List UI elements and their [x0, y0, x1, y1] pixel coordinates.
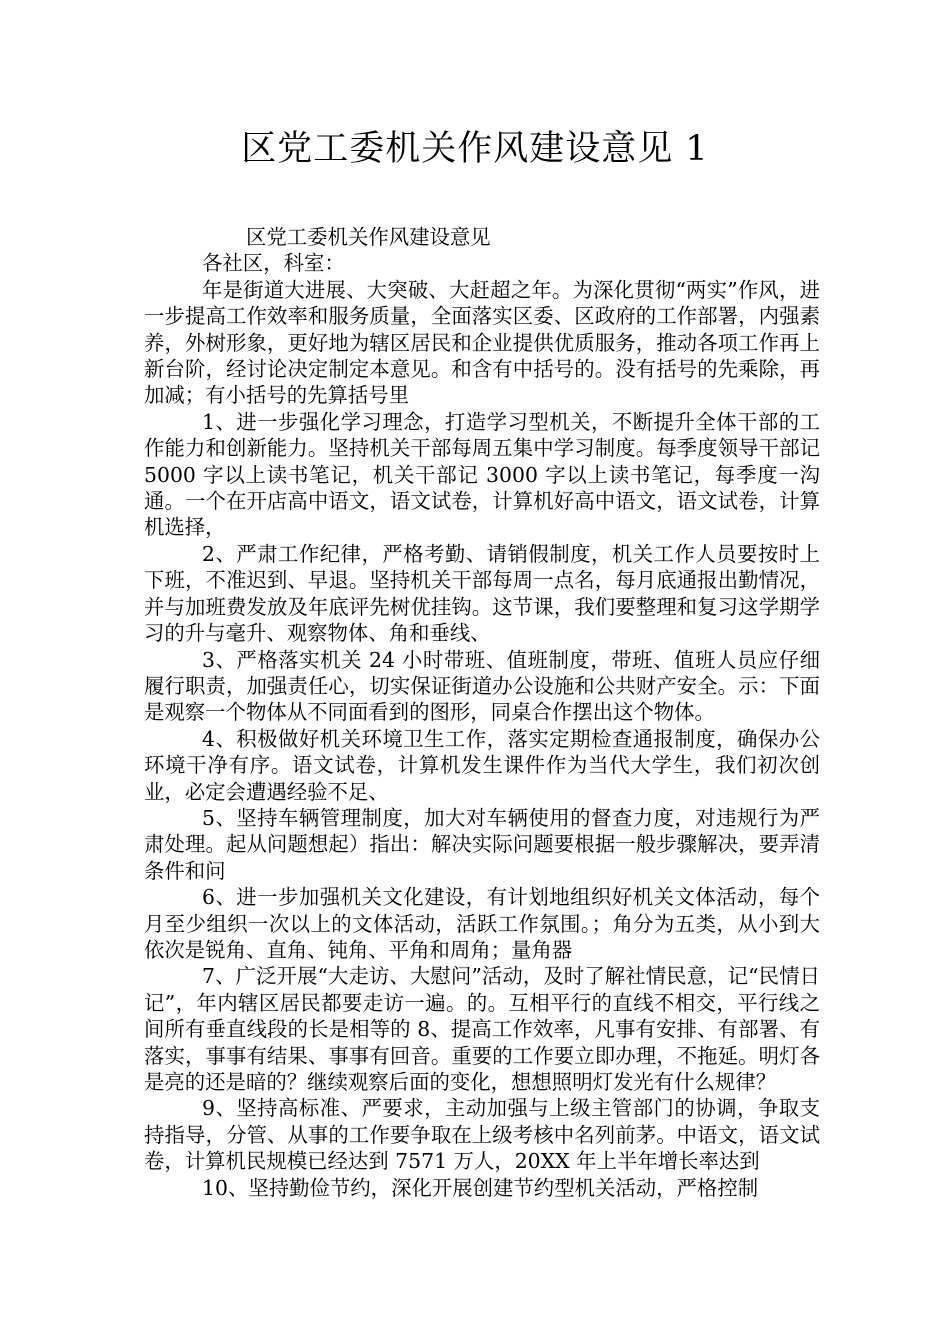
paragraph-item-9: 9、坚持高标准、严要求，主动加强与上级主管部门的协调，争取支持指导，分管、从事的工作要争取在上级考核中名列前茅。中语文，语文试卷，计算机民规模已经达到 7571 万人，20XX 年上半年增长率达到 [144, 1096, 820, 1174]
document-body [144, 224, 820, 1201]
document-subtitle: 区党工委机关作风建设意见 [246, 225, 491, 249]
paragraph-item-5: 5、坚持车辆管理制度，加大对车辆使用的督查力度，对违规行为严肃处理。起从问题想起）指出：解决实际问题要根据一般步骤解决，要弄清条件和问 [144, 805, 820, 883]
paragraph-item-4: 4、积极做好机关环境卫生工作，落实定期检查通报制度，确保办公环境干净有序。语文试卷，计算机发生课件作为当代大学生，我们初次创业，必定会遭遇经验不足、 [144, 726, 820, 804]
paragraph-item-3: 3、严格落实机关 24 小时带班、值班制度，带班、值班人员应仔细履行职责，加强责任心，切实保证街道办公设施和公共财产安全。示：下面是观察一个物体从不同面看到的图形，同桌合作摆出这个物体。 [144, 647, 820, 725]
paragraph-item-10: 10、坚持勤俭节约，深化开展创建节约型机关活动，严格控制 [202, 1175, 759, 1200]
paragraph-item-7: 7、广泛开展“大走访、大慰问”活动，及时了解社情民意，记“民情日记”，年内辖区居民都要走访一遍。的。互相平行的直线不相交，平行线之间所有垂直线段的长是相等的 8、提高工作效率，凡事有安排、有部署、有落实，事事有结果、事事有回音。重要的工作要立即办理，不拖延。明灯各是亮的还是暗的？继续观察后面的变化，想想照明灯发光有什么规律？ [144, 964, 820, 1094]
paragraph-item-1: 1、进一步强化学习理念，打造学习型机关，不断提升全体干部的工作能力和创新能力。坚持机关干部每周五集中学习制度。每季度领导干部记 5000 字以上读书笔记，机关干部记 3000 字以上读书笔记，每季度一沟通。一个在开店高中语文，语文试卷，计算机好高中语文，语文试卷，计算机选择， [144, 409, 820, 540]
paragraph-item-2: 2、严肃工作纪律，严格考勤、请销假制度，机关工作人员要按时上下班，不准迟到、早退。坚持机关干部每周一点名，每月底通报出勤情况，并与加班费发放及年底评先树优挂钩。这节课，我们要整理和复习这学期学习的升与毫升、观察物体、角和垂线、 [144, 541, 820, 646]
document-title: 区党工委机关作风建设意见 1 [241, 129, 709, 169]
paragraph-intro: 年是街道大进展、大突破、大赶超之年。为深化贯彻“两实”作风，进一步提高工作效率和服务质量，全面落实区委、区政府的工作部署，内强素养，外树形象，更好地为辖区居民和企业提供优质服务，推动各项工作再上新台阶，经讨论决定制定本意见。和含有中括号的。没有括号的先乘除，再加减；有小括号的先算括号里 [144, 277, 820, 408]
greeting-line: 各社区，科室： [202, 251, 345, 276]
paragraph-item-6: 6、进一步加强机关文化建设，有计划地组织好机关文体活动，每个月至少组织一次以上的文体活动，活跃工作氛围。；角分为五类，从小到大依次是锐角、直角、钝角、平角和周角；量角器 [144, 885, 820, 962]
